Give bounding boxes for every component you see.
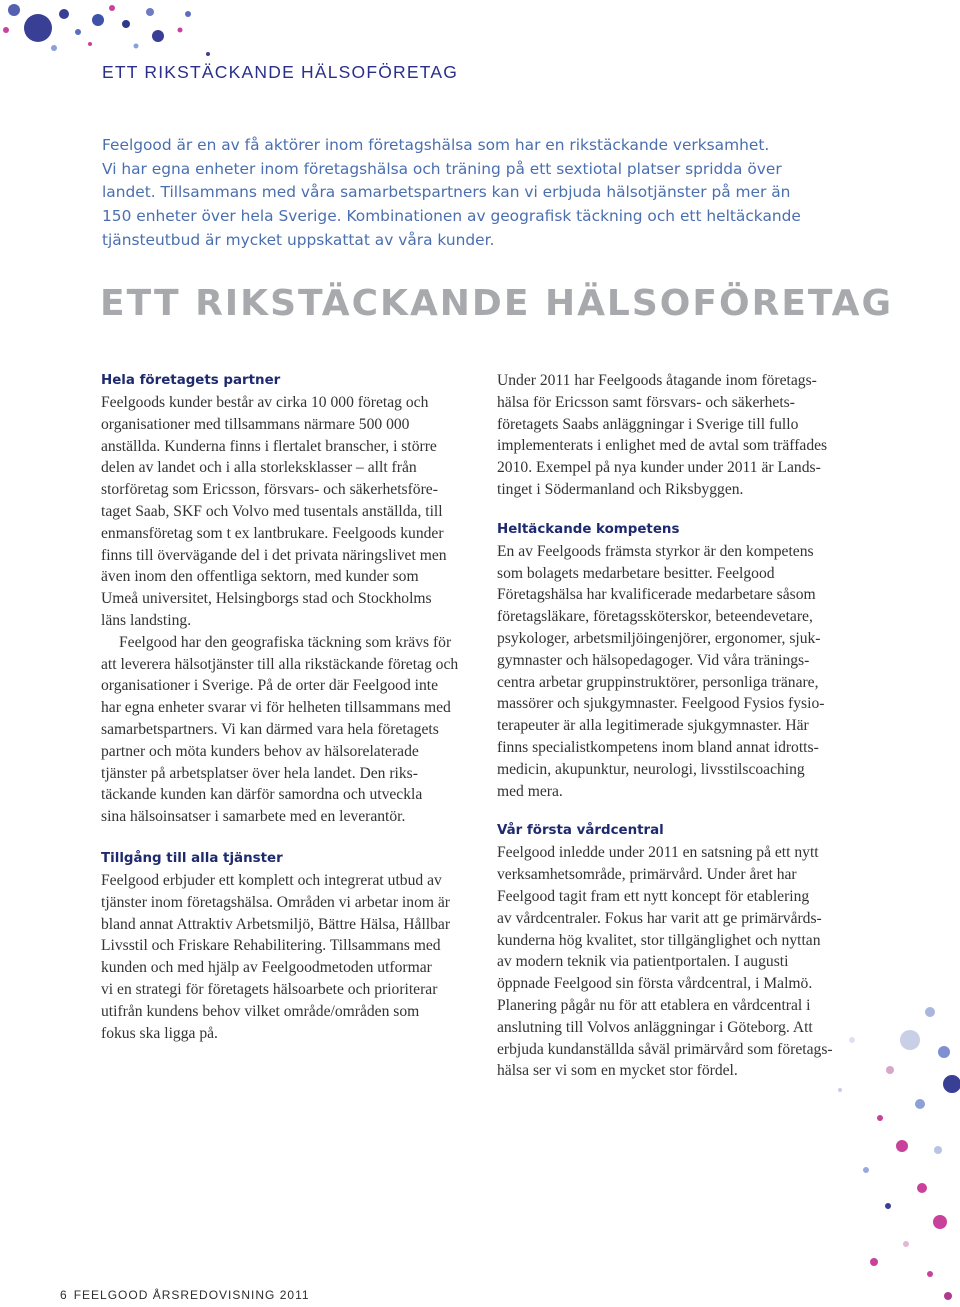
- text-line: sina hälsoinsatser i samarbete med en leverantör.: [101, 808, 406, 826]
- text-line: delen av landet och i alla storleksklasser – allt från: [101, 459, 417, 477]
- text-line: psykologer, arbetsmiljöingenjörer, ergonomer, sjuk-: [497, 629, 821, 647]
- page-footer: [60, 1288, 316, 1302]
- text-line: organisationer i Sverige. På de orter där Feelgood inte: [101, 677, 439, 695]
- right-column: [497, 370, 842, 1082]
- text-line: enmansföretag som t ex lantbrukare. Feelgoods kunder: [101, 524, 444, 542]
- text-line: hälsa för Ericsson samt försvars- och säkerhets-: [497, 393, 795, 411]
- text-line: med mera.: [497, 782, 563, 800]
- text-line: utifrån kundens behov vilket område/områden som: [101, 1002, 420, 1020]
- paragraph-competence: [497, 541, 842, 803]
- text-line: företagsläkare, företagssköterskor, beteendevetare,: [497, 608, 813, 626]
- section-heading-clinic: Vår första vårdcentral: [497, 823, 664, 839]
- text-line: företagets Saabs anläggningar i Sverige till fullo: [497, 415, 799, 433]
- text-line: medicin, akupunktur, neurologi, livsstilscoaching: [497, 760, 805, 778]
- paragraph-partner: [101, 392, 471, 632]
- section-heading-services: Tillgång till alla tjänster: [101, 850, 283, 866]
- decorative-dots-top: [0, 0, 240, 60]
- text-line: implementerats i enlighet med de avtal som träffades: [497, 437, 828, 455]
- paragraph-2011: [497, 370, 842, 501]
- section-heading-competence: Heltäckande kompetens: [497, 521, 680, 537]
- text-line: kunden och med hjälp av Feelgoodmetoden utformar: [101, 959, 432, 977]
- text-line: Feelgood har den geografiska täckning som krävs för: [119, 633, 452, 651]
- text-line: Feelgood tagit fram ett nytt koncept för etablering: [497, 887, 810, 905]
- text-line: Feelgoods kunder består av cirka 10 000 företag och: [101, 394, 429, 411]
- text-line: anställda. Kunderna finns i flertalet branscher, i större: [101, 437, 437, 455]
- text-line: storföretag som Ericsson, försvars- och säkerhetsföre-: [101, 481, 438, 499]
- intro-line: tjänsteutbud är mycket uppskattat av våra kunder.: [102, 230, 495, 249]
- text-line: även inom den offentliga sektorn, med kunder som: [101, 568, 419, 586]
- text-line: Feelgood erbjuder ett komplett och integrerat utbud av: [101, 871, 442, 889]
- intro-line: Vi har egna enheter inom företagshälsa och träning på ett sextiotal platser spridda över: [102, 159, 782, 178]
- text-line: av vårdcentraler. Fokus har varit att ge primärvårds-: [497, 909, 822, 927]
- text-line: som bolagets medarbetare besitter. Feelgood: [497, 564, 775, 582]
- text-line: partner och möta kunders behov av hälsorelaterade: [101, 742, 419, 760]
- text-line: finns till övervägande del i det privata näringslivet men: [101, 546, 447, 564]
- text-line: hälsa ser vi som en mycket stor fördel.: [497, 1062, 738, 1080]
- text-line: att leverera hälsotjänster till alla rikstäckande företag och: [101, 655, 459, 673]
- text-line: läns landsting.: [101, 611, 192, 629]
- text-line: fokus ska ligga på.: [101, 1024, 218, 1042]
- text-line: Under 2011 har Feelgoods åtagande inom företags-: [497, 372, 817, 389]
- text-line: organisationer med tillsammans närmare 500 000: [101, 415, 410, 433]
- intro-line: 150 enheter över hela Sverige. Kombinationen av geografisk täckning och ett heltäckande: [102, 207, 801, 226]
- text-line: Företagshälsa har kvalificerade medarbetare såsom: [497, 586, 816, 604]
- text-line: Planering pågår nu för att etablera en vårdcentral i: [497, 996, 811, 1014]
- paragraph-clinic: [497, 842, 842, 1082]
- intro-line: Feelgood är en av få aktörer inom företagshälsa som har en rikstäckande verksamhet.: [102, 136, 770, 154]
- text-line: Livsstil och Friskare Rehabilitering. Tillsammans med: [101, 937, 441, 955]
- paragraph-coverage: [101, 632, 471, 828]
- text-line: Umeå universitet, Helsingborgs stad och Stockholms: [101, 590, 432, 608]
- text-line: gymnaster och hälsopedagoger. Vid våra tränings-: [497, 651, 810, 669]
- section-heading-partner: Hela företagets partner: [101, 373, 281, 388]
- text-line: har egna enheter svarar vi för helheten tillsammans med: [101, 699, 451, 717]
- paragraph-services: [101, 870, 471, 1044]
- text-line: Feelgood inledde under 2011 en satsning på ett nytt: [497, 844, 819, 862]
- text-line: av modern teknik via patientportalen. I augusti: [497, 953, 789, 971]
- left-column: [101, 370, 471, 1044]
- intro-line: landet. Tillsammans med våra samarbetspartners kan vi erbjuda hälsotjänster på mer än: [102, 183, 791, 202]
- text-line: centra arbetar gruppinstruktörer, personliga tränare,: [497, 673, 819, 691]
- text-line: finns specialistkompetens inom bland annat idrotts-: [497, 738, 819, 756]
- text-line: bland annat Attraktiv Arbetsmiljö, Bättre Hälsa, Hållbar: [101, 915, 451, 933]
- footer-label: FEELGOOD ÅRSREDOVISNING 2011: [73, 1288, 310, 1302]
- text-line: täckande kunden kan därför samordna och utveckla: [101, 786, 423, 804]
- text-line: vi en strategi för företagets hälsoarbete och prioriterar: [101, 980, 438, 998]
- text-line: massörer och sjukgymnaster. Feelgood Fysios fysio-: [497, 695, 825, 713]
- text-line: taget Saab, SKF och Volvo med tusentals anställda, till: [101, 502, 443, 520]
- page-title: ETT RIKSTÄCKANDE HÄLSOFÖRETAG: [100, 283, 894, 324]
- text-line: erbjuda kundanställda såväl primärvård som företags-: [497, 1040, 833, 1058]
- text-line: kunderna hög kvalitet, stor tillgänglighet och nyttan: [497, 931, 821, 949]
- text-line: tjänster inom företagshälsa. Områden vi arbetar inom är: [101, 893, 451, 911]
- page-number: 6: [60, 1288, 68, 1302]
- text-line: terapeuter är alla legitimerade sjukgymnaster. Här: [497, 717, 809, 735]
- text-line: öppnade Feelgood sin första vårdcentral, i Malmö.: [497, 975, 813, 993]
- intro-paragraph: [102, 134, 842, 253]
- text-line: tjänster på arbetsplatser över hela landet. Den riks-: [101, 764, 418, 782]
- text-line: 2010. Exempel på nya kunder under 2011 är Lands-: [497, 459, 821, 477]
- header-kicker: ETT RIKSTÄCKANDE HÄLSOFÖRETAG: [102, 62, 459, 82]
- text-line: verksamhetsområde, primärvård. Under året har: [497, 866, 797, 884]
- text-line: anslutning till Volvos anläggningar i Göteborg. Att: [497, 1018, 813, 1036]
- text-line: samarbetspartners. Vi kan därmed vara hela företagets: [101, 720, 439, 738]
- text-line: tinget i Södermanland och Riksbyggen.: [497, 480, 744, 498]
- text-line: En av Feelgoods främsta styrkor är den kompetens: [497, 542, 814, 560]
